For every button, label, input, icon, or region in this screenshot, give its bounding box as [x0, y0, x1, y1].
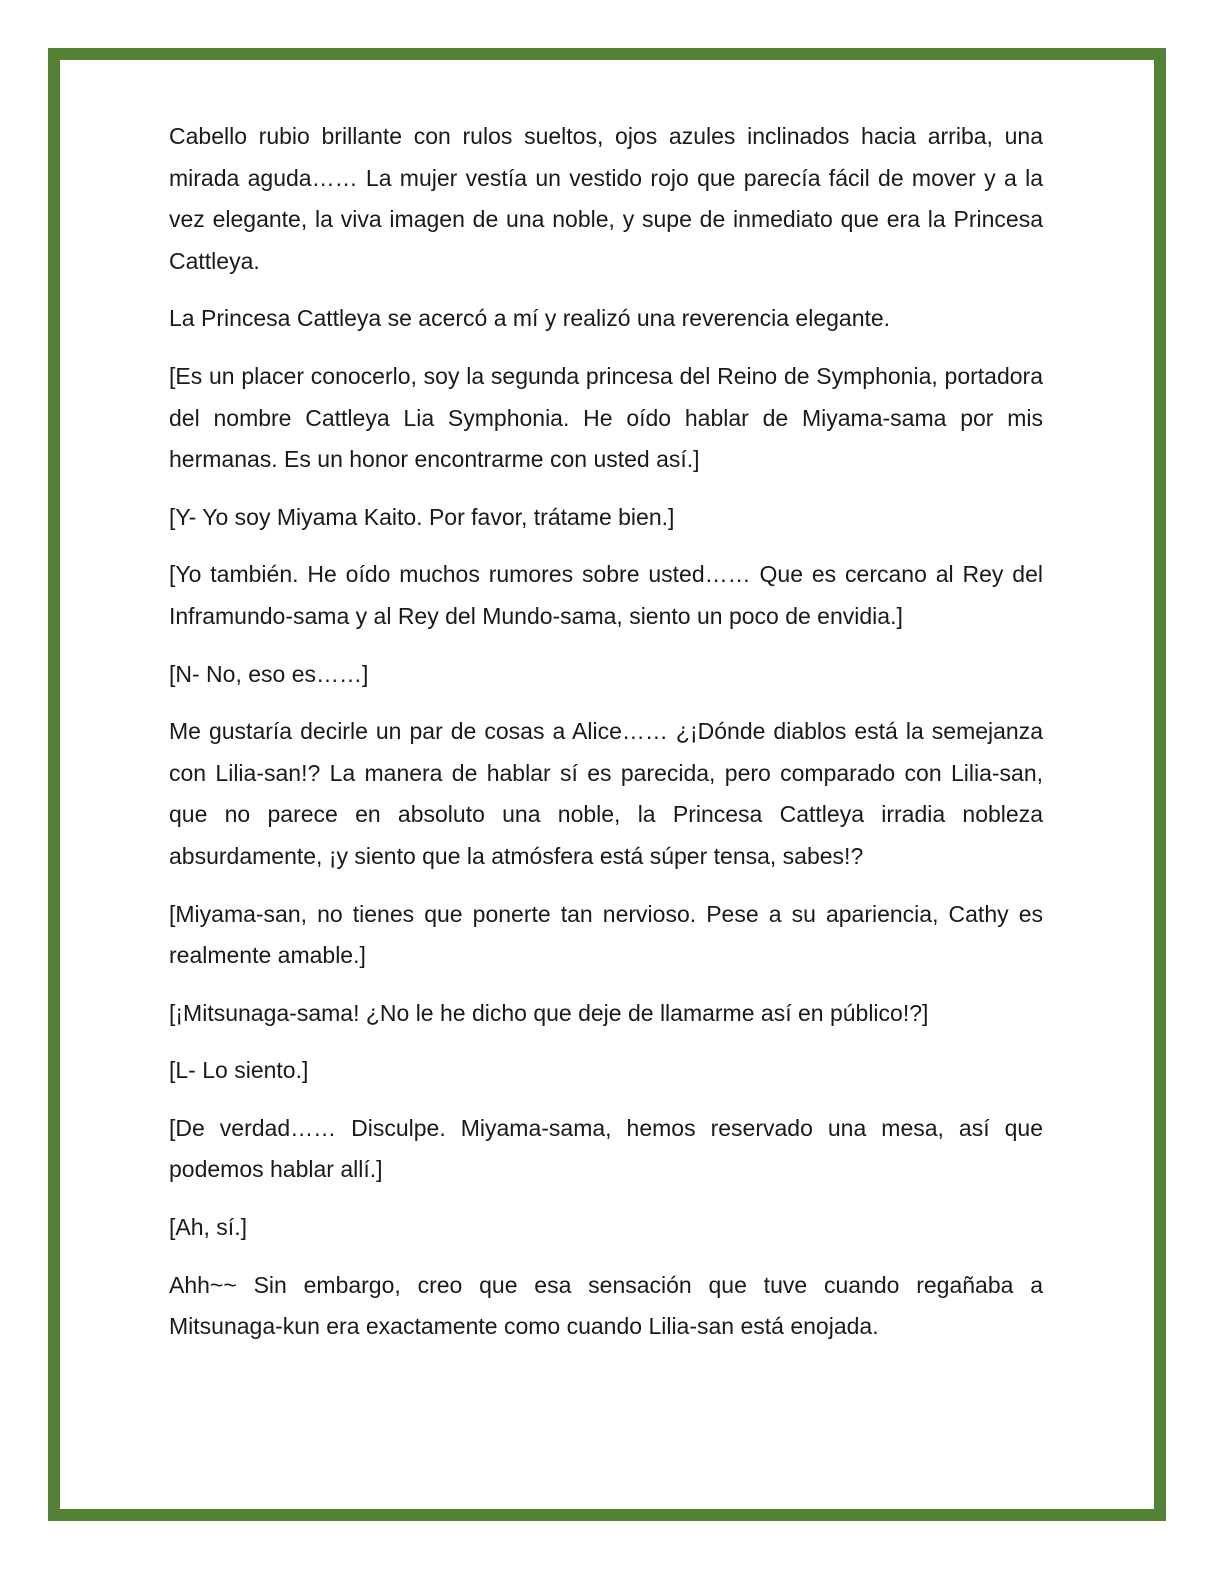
- paragraph: [Ah, sí.]: [169, 1214, 247, 1241]
- paragraph: [L- Lo siento.]: [169, 1057, 309, 1084]
- paragraph: [De verdad…… Disculpe. Miyama-sama, hemos reservado una mesa, así que podemos hablar allí.]: [169, 1114, 1043, 1183]
- paragraph: [N- No, eso es……]: [169, 660, 369, 687]
- paragraph: [Y- Yo soy Miyama Kaito. Por favor, trátame bien.]: [169, 503, 675, 530]
- paragraph: [Es un placer conocerlo, soy la segunda princesa del Reino de Symphonia, portadora del nombre Cattleya Lia Symphonia. He oído hablar de Miyama-sama por mis hermanas. Es un honor encontrarme con usted así.]: [169, 362, 1043, 473]
- paragraph: Me gustaría decirle un par de cosas a Alice…… ¿¡Dónde diablos está la semejanza con Lilia-san!? La manera de hablar sí es parecida, pero comparado con Lilia-san, que no parece en absoluto una noble, la Princesa Cattleya irradia nobleza absurdamente, ¡y siento que la atmósfera está súper tensa, sabes!?: [169, 718, 1043, 869]
- paragraph: [Yo también. He oído muchos rumores sobre usted…… Que es cercano al Rey del Inframundo-sama y al Rey del Mundo-sama, siento un poco de envidia.]: [169, 561, 1043, 629]
- document-body: [169, 116, 1043, 1364]
- paragraph: Ahh~~ Sin embargo, creo que esa sensación que tuve cuando regañaba a Mitsunaga-kun era exactamente como cuando Lilia-san está enojada.: [169, 1271, 1043, 1340]
- paragraph: Cabello rubio brillante con rulos sueltos, ojos azules inclinados hacia arriba, una mirada aguda…… La mujer vestía un vestido rojo que parecía fácil de mover y a la vez elegante, la viva imagen de una noble, y supe de inmediato que era la Princesa Cattleya.: [169, 123, 1043, 274]
- paragraph: [Miyama-san, no tienes que ponerte tan nervioso. Pese a su apariencia, Cathy es realmente amable.]: [169, 900, 1043, 969]
- paragraph: [¡Mitsunaga-sama! ¿No le he dicho que deje de llamarme así en público!?]: [169, 999, 929, 1026]
- paragraph: La Princesa Cattleya se acercó a mí y realizó una reverencia elegante.: [169, 305, 891, 332]
